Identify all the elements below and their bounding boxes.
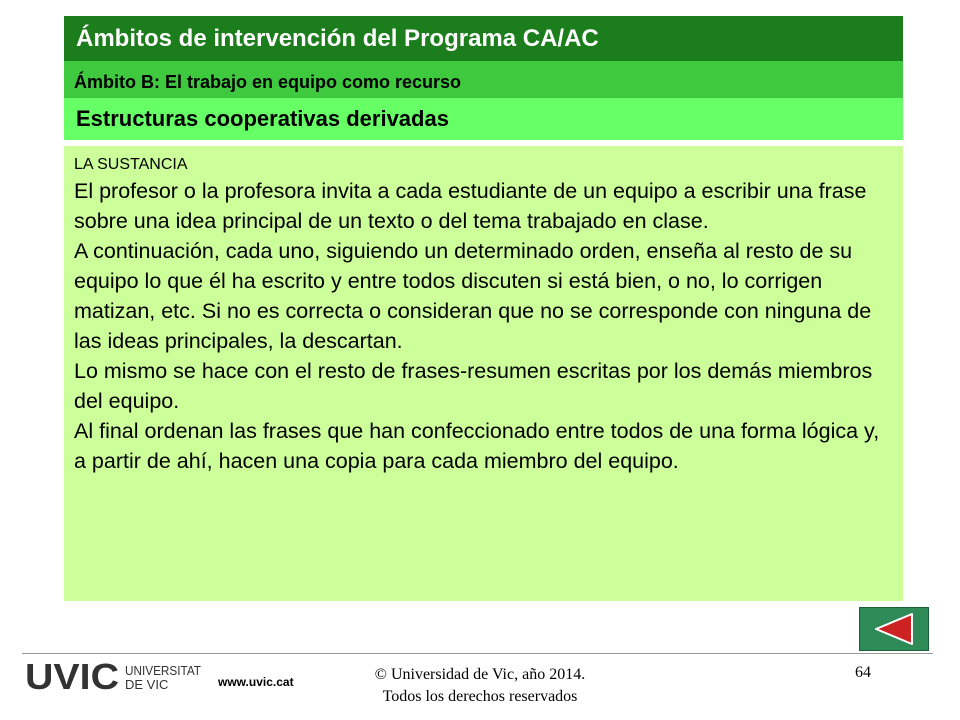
uvic-logo bbox=[25, 658, 210, 697]
content-paragraph: Lo mismo se hace con el resto de frases-resumen escritas por los demás miembros del equipo. bbox=[74, 359, 873, 413]
copyright-line: Todos los derechos reservados bbox=[382, 688, 578, 705]
content-paragraph: Al final ordenan las frases que han confeccionado entre todos de una forma lógica y, a partir de ahí, hacen una copia para cada miembro del equipo. bbox=[74, 419, 880, 473]
back-button[interactable] bbox=[859, 607, 929, 651]
content-paragraph: El profesor o la profesora invita a cada estudiante de un equipo a escribir una frase sobre una idea principal de un texto o del tema trabajado en clase. bbox=[74, 179, 867, 233]
copyright-line: © Universidad de Vic, año 2014. bbox=[374, 666, 586, 683]
slide-title: Ámbitos de intervención del Programa CA/AC bbox=[64, 16, 903, 61]
content-paragraph: A continuación, cada uno, siguiendo un determinado orden, enseña al resto de su equipo lo que él ha escrito y entre todos discuten si está bien, o no, lo corrigen matizan, etc. Si no es correcta o consideran que no se corresponde con ninguna de las ideas principales, la descartan. bbox=[74, 239, 872, 353]
content-box bbox=[64, 146, 903, 601]
triangle-left-icon bbox=[872, 612, 916, 646]
slide-subtitle: Ámbito B: El trabajo en equipo como recurso bbox=[64, 61, 903, 98]
copyright-notice bbox=[335, 664, 625, 708]
svg-text:DE VIC: DE VIC bbox=[125, 677, 169, 692]
page-number: 64 bbox=[855, 664, 871, 681]
footer-divider bbox=[22, 653, 933, 654]
svg-text:UNIVERSITAT: UNIVERSITAT bbox=[125, 663, 202, 678]
website-link[interactable]: www.uvic.cat bbox=[218, 675, 294, 689]
svg-text:UVIC: UVIC bbox=[25, 658, 119, 692]
content-label: LA SUSTANCIA bbox=[74, 156, 188, 173]
section-heading: Estructuras cooperativas derivadas bbox=[64, 98, 903, 140]
